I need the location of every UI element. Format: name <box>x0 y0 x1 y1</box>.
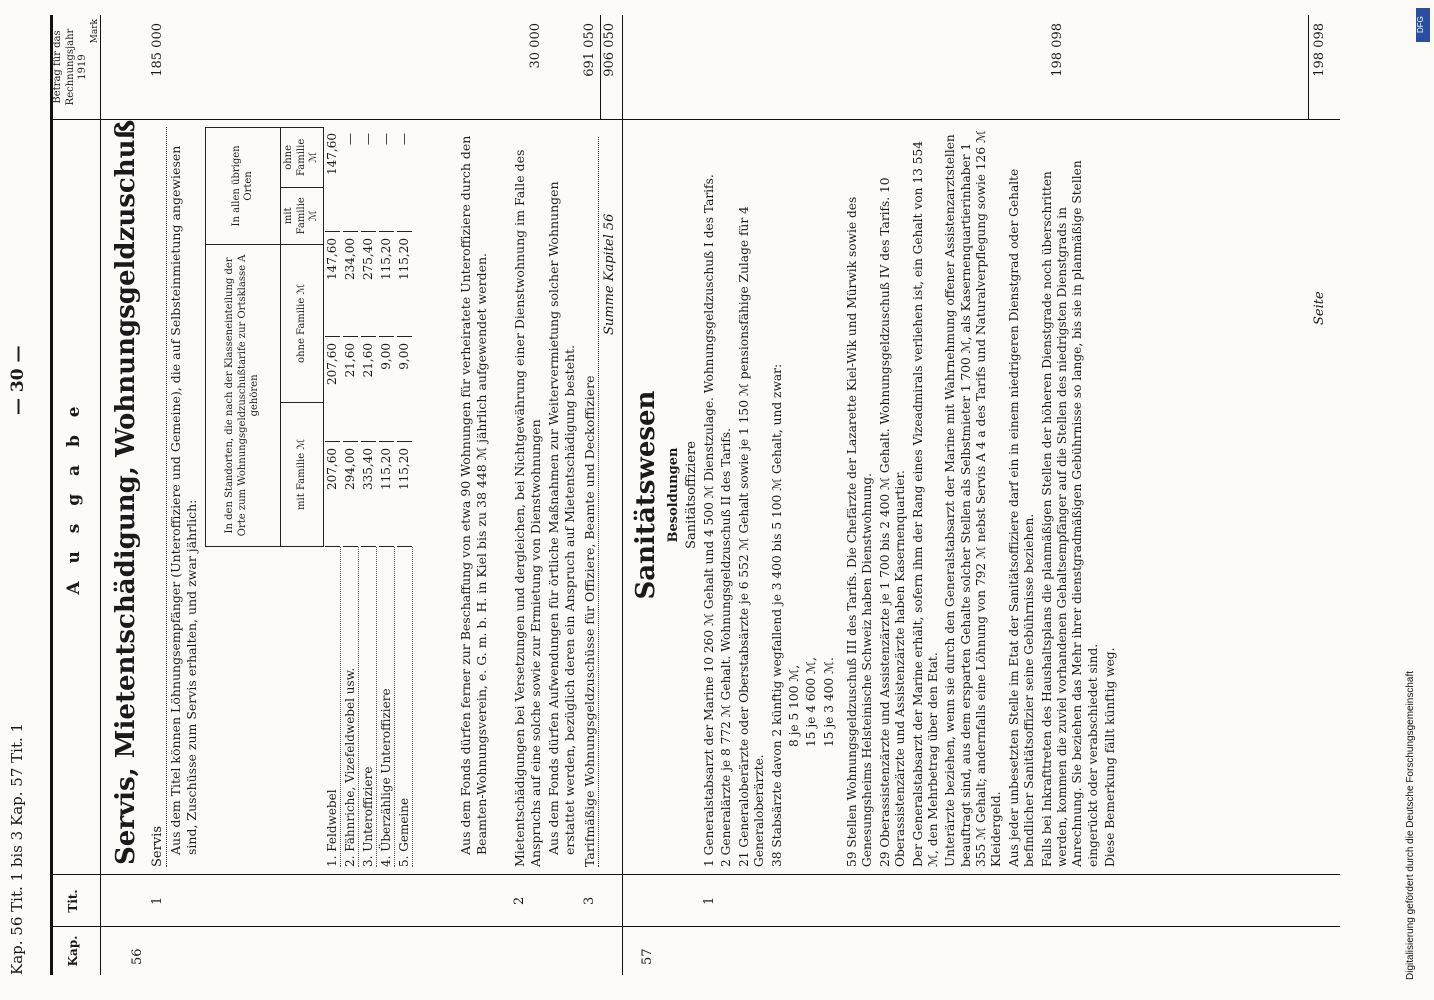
servis-intro: Aus dem Titel können Löhnungsempfänger (Unteroffiziere und Gemeine), die auf Selbsteinmietung angewiesen sind, Zuschüsse zum Servis erhalten, und zwar jährlich: <box>168 145 199 855</box>
tit-1: 1 <box>150 896 165 905</box>
seite-rule <box>1308 15 1309 119</box>
servis-row-label: 3. Unteroffiziere <box>361 547 377 867</box>
servis-cell-a-ohne: 9,00 <box>379 337 394 442</box>
tit-3-text: Tarifmäßige Wohnungsgeldzuschüsse für Offiziere, Beamte und Deckoffiziere <box>582 137 599 867</box>
servis-row-label: 2. Fähnriche, Vizefeldwebel usw. <box>343 547 359 867</box>
tit-2: 2 <box>512 896 527 905</box>
kap-57-section: Sanitätsoffiziere <box>684 441 699 549</box>
servis-note: Aus dem Fonds dürfen ferner zur Beschaffung von etwa 90 Wohnungen für verheiratete Unteroffiziere durch den Beamten-Wohnungsverein, e. G. m. b. H. in Kiel bis zu 38 448 ℳ jährlich aufgewendet werden. <box>458 135 489 855</box>
kap-57-line: 15 je 3 400 ℳ. <box>821 657 836 747</box>
kap-57-title: Sanitätswesen <box>631 390 661 600</box>
servis-cell-a-mit: 115,20 <box>397 442 412 547</box>
tit-2-text: Mietentschädigungen bei Versetzungen und dergleichen, bei Nichtgewährung einer Dienstwohnung im Falle des Anspruchs auf eine solche sowie zur Ermietung von Dienstwohnungen <box>512 149 543 867</box>
kap-56-title: Servis, Mietentschädigung, Wohnungsgeldzuschuß <box>111 119 141 865</box>
tit-2-note: Aus dem Fonds dürfen Aufwendungen für örtliche Maßnahmen zur Weitervermietung solcher Wohnungen erstattet werden, bezüglich deren ein Anspruch auf Mietentschädigung besteht. <box>546 181 577 855</box>
kap-57-body <box>702 127 1120 867</box>
sum-rule <box>600 15 601 119</box>
kap-57-line: 21 Generaloberärzte oder Oberstabsärzte je 6 552 ℳ Gehalt sowie je 1 150 ℳ pensionsfähige Zulage für 4 Generaloberärzte. <box>736 206 767 867</box>
running-header: Kap. 56 Tit. 1 bis 3 Kap. 57 Tit. 1 <box>8 722 26 975</box>
kap-56-sum-label: Summe Kapitel 56 <box>602 213 617 335</box>
servis-cell-b-ohne: — <box>379 127 394 232</box>
servis-cell-b-mit: 234,00 <box>343 232 358 337</box>
seite-amount: 198 098 <box>1312 23 1327 77</box>
betrag-label: Betrag für das Rechnungsjahr 1919 <box>52 28 88 106</box>
servis-cell-a-mit: 335,40 <box>361 442 376 547</box>
kap-57-line: Diese Bemerkung fällt künftig weg. <box>1103 647 1117 867</box>
servis-cell-a-mit: 294,00 <box>343 442 358 547</box>
col-b-head: In allen übrigen Orten <box>206 128 281 245</box>
servis-row <box>342 127 360 867</box>
rotated-document <box>8 15 1340 975</box>
servis-row-label: 4. Überzählige Unteroffiziere <box>379 547 395 867</box>
servis-amount: 185 000 <box>150 23 165 77</box>
servis-cell-b-mit: 115,20 <box>397 232 412 337</box>
servis-cell-a-ohne: 9,00 <box>397 337 412 442</box>
kap-57-line: Falls bei Inkrafttreten des Haushaltsplans die planmäßigen Stellen der höheren Dienstgrade noch überschritten werden, kommen die zuviel vorhandenen Gehaltsempfänger auf die Stellen des niedrigsten Dienstgrads in Anrechnung. Sie beziehen das Mehr ihrer dienstgradmäßigen Gebührnisse so lange, bis sie in planmäßige Stellen eingerückt oder verabschiedet sind. <box>1039 160 1100 867</box>
col-a-head: In den Standorten, die nach der Klasseneinteilung der Orte zum Wohnungsgeldzuschußtarife zur Ortsklasse A gehören <box>206 244 281 546</box>
servis-cell-a-ohne: 207,60 <box>325 337 340 442</box>
servis-cell-a-mit: 115,20 <box>379 442 394 547</box>
servis-rows <box>324 127 414 867</box>
kap-57-line: 59 Stellen Wohnungsgeldzuschuß III des Tarifs. Die Chefärzte der Lazarette Kiel-Wik und Mürwik sowie des Genesungsheims Helsteinische Schweiz haben Dienstwohnung. <box>845 196 875 867</box>
servis-cell-a-mit: 207,60 <box>325 442 340 547</box>
kap-57-amount: 198 098 <box>1050 23 1065 77</box>
tit-header: Tit. <box>66 889 80 913</box>
kap-57-tit-1: 1 <box>702 896 717 905</box>
dfg-logo: DFG <box>1416 8 1430 42</box>
ausgabe-header: A u s g a b e <box>64 400 84 595</box>
servis-row-label: 1. Feldwebel <box>325 547 341 867</box>
servis-cell-b-mit: 115,20 <box>379 232 394 337</box>
digitization-note: Digitalisierung gefördert durch die Deutsche Forschungsgemeinschaft <box>1405 670 1416 980</box>
servis-cell-b-mit: 147,60 <box>325 232 340 337</box>
servis-row <box>360 127 378 867</box>
kap-57-line: 1 Generalstabsarzt der Marine 10 260 ℳ Gehalt und 4 500 ℳ Dienstzulage. Wohnungsgeldzuschuß I des Tarifs. <box>702 174 716 867</box>
servis-row-label: 5. Gemeine <box>397 547 413 867</box>
servis-table-wrap <box>205 127 414 867</box>
kap-56-number: 56 <box>130 948 145 965</box>
kap-divider <box>622 15 623 975</box>
servis-cell-b-ohne: 147,60 <box>325 127 340 232</box>
kap-56-sum-amount: 906 050 <box>602 23 617 77</box>
servis-cell-b-ohne: — <box>343 127 358 232</box>
kap-57-line: Aus jeder unbesetzten Stelle im Etat der Sanitätsoffiziere darf ein in einem niedrigeren Dienstgrad oder Gehalte befindlicher Sanitätsoffizier seine Gebührnisse beziehen. <box>1006 168 1037 867</box>
servis-row <box>324 127 342 867</box>
servis-row <box>396 127 414 867</box>
b-ohne-head: ohne Familie ℳ <box>281 128 324 188</box>
servis-cell-a-ohne: 21,60 <box>343 337 358 442</box>
tit-3-amount: 691 050 <box>582 23 597 77</box>
kap-57-line: 8 je 5 100 ℳ, <box>786 664 801 747</box>
servis-row <box>378 127 396 867</box>
kap-57-line: 2 Generalärzte je 8 772 ℳ Gehalt. Wohnungsgeldzuschuß II des Tarifs. <box>719 428 734 867</box>
page-number: — 30 — <box>8 345 28 415</box>
b-mit-head: mit Familie ℳ <box>281 187 324 244</box>
kap-57-line: 29 Oberassistenzärzte und Assistenzärzte je 1 700 bis 2 400 ℳ Gehalt. Wohnungsgeldzuschuß IV des Tarifs. 10 Oberassistenzärzte und Assistenzärzte haben Kasernenquartier. <box>877 177 908 867</box>
tit-3: 3 <box>582 896 597 905</box>
kap-57-line: 15 je 4 600 ℳ, <box>804 657 819 747</box>
kap-57-line: Der Generalstabsarzt der Marine erhält, sofern ihm der Rang eines Vizeadmirals verliehen ist, ein Gehalt von 13 554 ℳ, den Mehrbetrag über den Etat. <box>910 141 940 867</box>
servis-table <box>205 127 324 547</box>
seite-label: Seite <box>1312 291 1327 325</box>
kap-57-line: 38 Stabsärzte davon 2 künftig wegfallend je 3 400 bis 5 100 ℳ Gehalt, und zwar: <box>769 363 784 867</box>
a-mit-head: mit Familie ℳ <box>281 402 324 546</box>
mark-label: Mark <box>89 19 100 44</box>
servis-label: Servis <box>150 127 167 867</box>
kap-57-number: 57 <box>640 948 655 965</box>
betrag-header <box>50 15 100 119</box>
a-ohne-head: ohne Familie ℳ <box>281 244 324 402</box>
servis-cell-b-ohne: — <box>361 127 376 232</box>
kap-57-line: Unterärzte beziehen, wenn sie durch den Generalstabsarzt der Marine mit Wahrnehmung offener Assistenzarztstellen beauftragt sind, aus dem ersparten Gehalte solcher Stellen als Selbstmieter 1 700 ℳ, als Kasernenquartierinhaber 1 355 ℳ Gehalt; andernfalls eine Löhnung von 792 ℳ nebst Servis A 4 a des Tarifs und Naturalverpflegung sowie 126 ℳ Kleidergeld. <box>943 130 1004 867</box>
servis-cell-a-ohne: 21,60 <box>361 337 376 442</box>
servis-cell-b-mit: 275,40 <box>361 232 376 337</box>
tit-2-amount: 30 000 <box>528 23 543 69</box>
servis-cell-b-ohne: — <box>397 127 412 232</box>
kap-header: Kap. <box>66 935 80 967</box>
kap-57-subtitle: Besoldungen <box>666 447 681 543</box>
